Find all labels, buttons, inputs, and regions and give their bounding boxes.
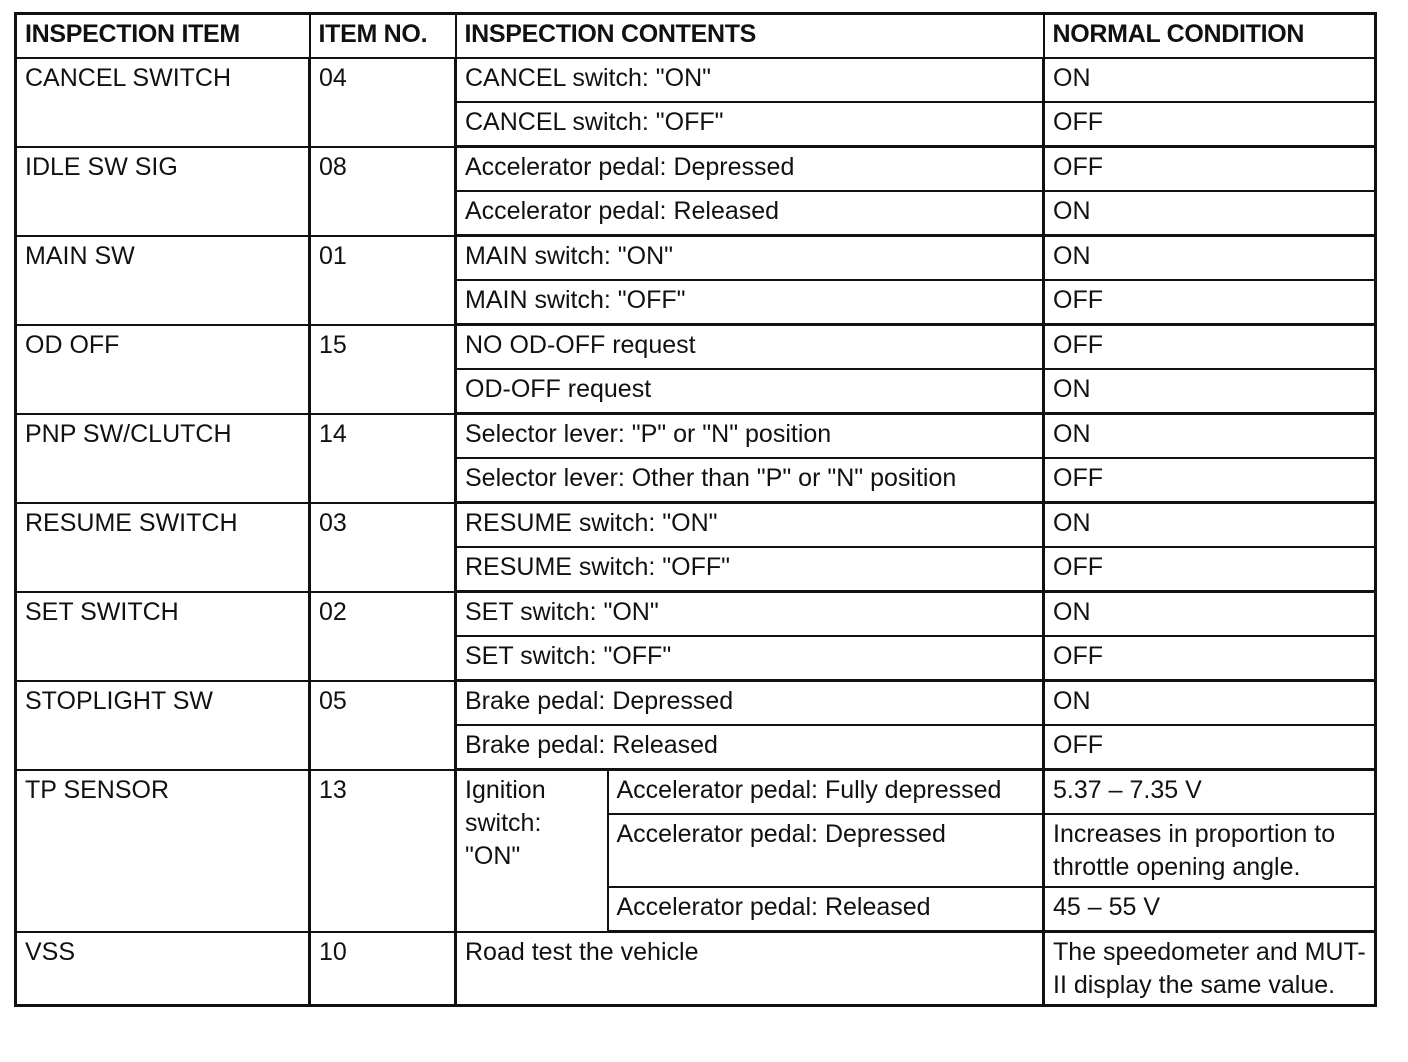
condition-cell: OFF — [1044, 636, 1376, 681]
item-name-pnp-sw-clutch: PNP SW/CLUTCH — [16, 414, 310, 503]
contents-cell: Accelerator pedal: Released — [608, 887, 1044, 932]
condition-cell: ON — [1044, 191, 1376, 236]
table-row — [16, 414, 1376, 459]
header-item-no: ITEM NO. — [310, 14, 456, 59]
condition-cell: OFF — [1044, 325, 1376, 370]
item-no-resume-switch: 03 — [310, 503, 456, 592]
header-inspection-item: INSPECTION ITEM — [16, 14, 310, 59]
ignition-precondition: Ignition switch: "ON" — [456, 770, 608, 932]
item-no-tp-sensor: 13 — [310, 770, 456, 932]
condition-cell: ON — [1044, 681, 1376, 726]
contents-cell: RESUME switch: "ON" — [456, 503, 1044, 548]
item-no-vss: 10 — [310, 932, 456, 1006]
contents-cell: MAIN switch: "ON" — [456, 236, 1044, 281]
item-name-resume-switch: RESUME SWITCH — [16, 503, 310, 592]
contents-cell: Selector lever: "P" or "N" position — [456, 414, 1044, 459]
item-name-set-switch: SET SWITCH — [16, 592, 310, 681]
contents-cell: SET switch: "ON" — [456, 592, 1044, 637]
item-name-cancel-switch: CANCEL SWITCH — [16, 58, 310, 147]
table-row — [16, 503, 1376, 548]
contents-cell: CANCEL switch: "OFF" — [456, 102, 1044, 147]
item-no-cancel-switch: 04 — [310, 58, 456, 147]
condition-cell: OFF — [1044, 102, 1376, 147]
item-name-main-sw: MAIN SW — [16, 236, 310, 325]
contents-cell: Accelerator pedal: Released — [456, 191, 1044, 236]
table-header-row — [16, 14, 1376, 59]
contents-cell: SET switch: "OFF" — [456, 636, 1044, 681]
table-row — [16, 681, 1376, 726]
condition-cell: ON — [1044, 503, 1376, 548]
condition-cell: OFF — [1044, 725, 1376, 770]
condition-cell: ON — [1044, 236, 1376, 281]
contents-cell: RESUME switch: "OFF" — [456, 547, 1044, 592]
item-no-pnp-sw-clutch: 14 — [310, 414, 456, 503]
inspection-page — [14, 12, 1376, 1007]
item-no-od-off: 15 — [310, 325, 456, 414]
condition-cell: ON — [1044, 592, 1376, 637]
header-normal-condition: NORMAL CONDITION — [1044, 14, 1376, 59]
contents-cell: Brake pedal: Depressed — [456, 681, 1044, 726]
contents-cell: Selector lever: Other than "P" or "N" position — [456, 458, 1044, 503]
condition-cell: 45 – 55 V — [1044, 887, 1376, 932]
condition-cell: OFF — [1044, 458, 1376, 503]
contents-cell: MAIN switch: "OFF" — [456, 280, 1044, 325]
item-name-idle-sw-sig: IDLE SW SIG — [16, 147, 310, 236]
item-name-stoplight-sw: STOPLIGHT SW — [16, 681, 310, 770]
contents-cell: Brake pedal: Released — [456, 725, 1044, 770]
condition-cell: OFF — [1044, 280, 1376, 325]
contents-cell: CANCEL switch: "ON" — [456, 58, 1044, 102]
condition-cell: ON — [1044, 369, 1376, 414]
item-name-vss: VSS — [16, 932, 310, 1006]
header-inspection-contents: INSPECTION CONTENTS — [456, 14, 1044, 59]
inspection-table — [14, 12, 1377, 1007]
item-no-stoplight-sw: 05 — [310, 681, 456, 770]
contents-cell: Road test the vehicle — [456, 932, 1044, 1006]
item-no-set-switch: 02 — [310, 592, 456, 681]
contents-cell: Accelerator pedal: Depressed — [608, 814, 1044, 887]
table-row — [16, 770, 1376, 815]
condition-cell: 5.37 – 7.35 V — [1044, 770, 1376, 815]
table-row — [16, 592, 1376, 637]
table-row — [16, 147, 1376, 192]
condition-cell: OFF — [1044, 547, 1376, 592]
contents-cell: NO OD-OFF request — [456, 325, 1044, 370]
item-name-od-off: OD OFF — [16, 325, 310, 414]
item-no-idle-sw-sig: 08 — [310, 147, 456, 236]
table-row — [16, 325, 1376, 370]
condition-cell: ON — [1044, 414, 1376, 459]
table-row — [16, 58, 1376, 102]
table-row — [16, 236, 1376, 281]
condition-cell: The speedometer and MUT-II display the same value. — [1044, 932, 1376, 1006]
condition-cell: ON — [1044, 58, 1376, 102]
condition-cell: OFF — [1044, 147, 1376, 192]
contents-cell: OD-OFF request — [456, 369, 1044, 414]
contents-cell: Accelerator pedal: Fully depressed — [608, 770, 1044, 815]
contents-cell: Accelerator pedal: Depressed — [456, 147, 1044, 192]
table-row — [16, 932, 1376, 1006]
condition-cell: Increases in proportion to throttle opening angle. — [1044, 814, 1376, 887]
item-no-main-sw: 01 — [310, 236, 456, 325]
item-name-tp-sensor: TP SENSOR — [16, 770, 310, 932]
